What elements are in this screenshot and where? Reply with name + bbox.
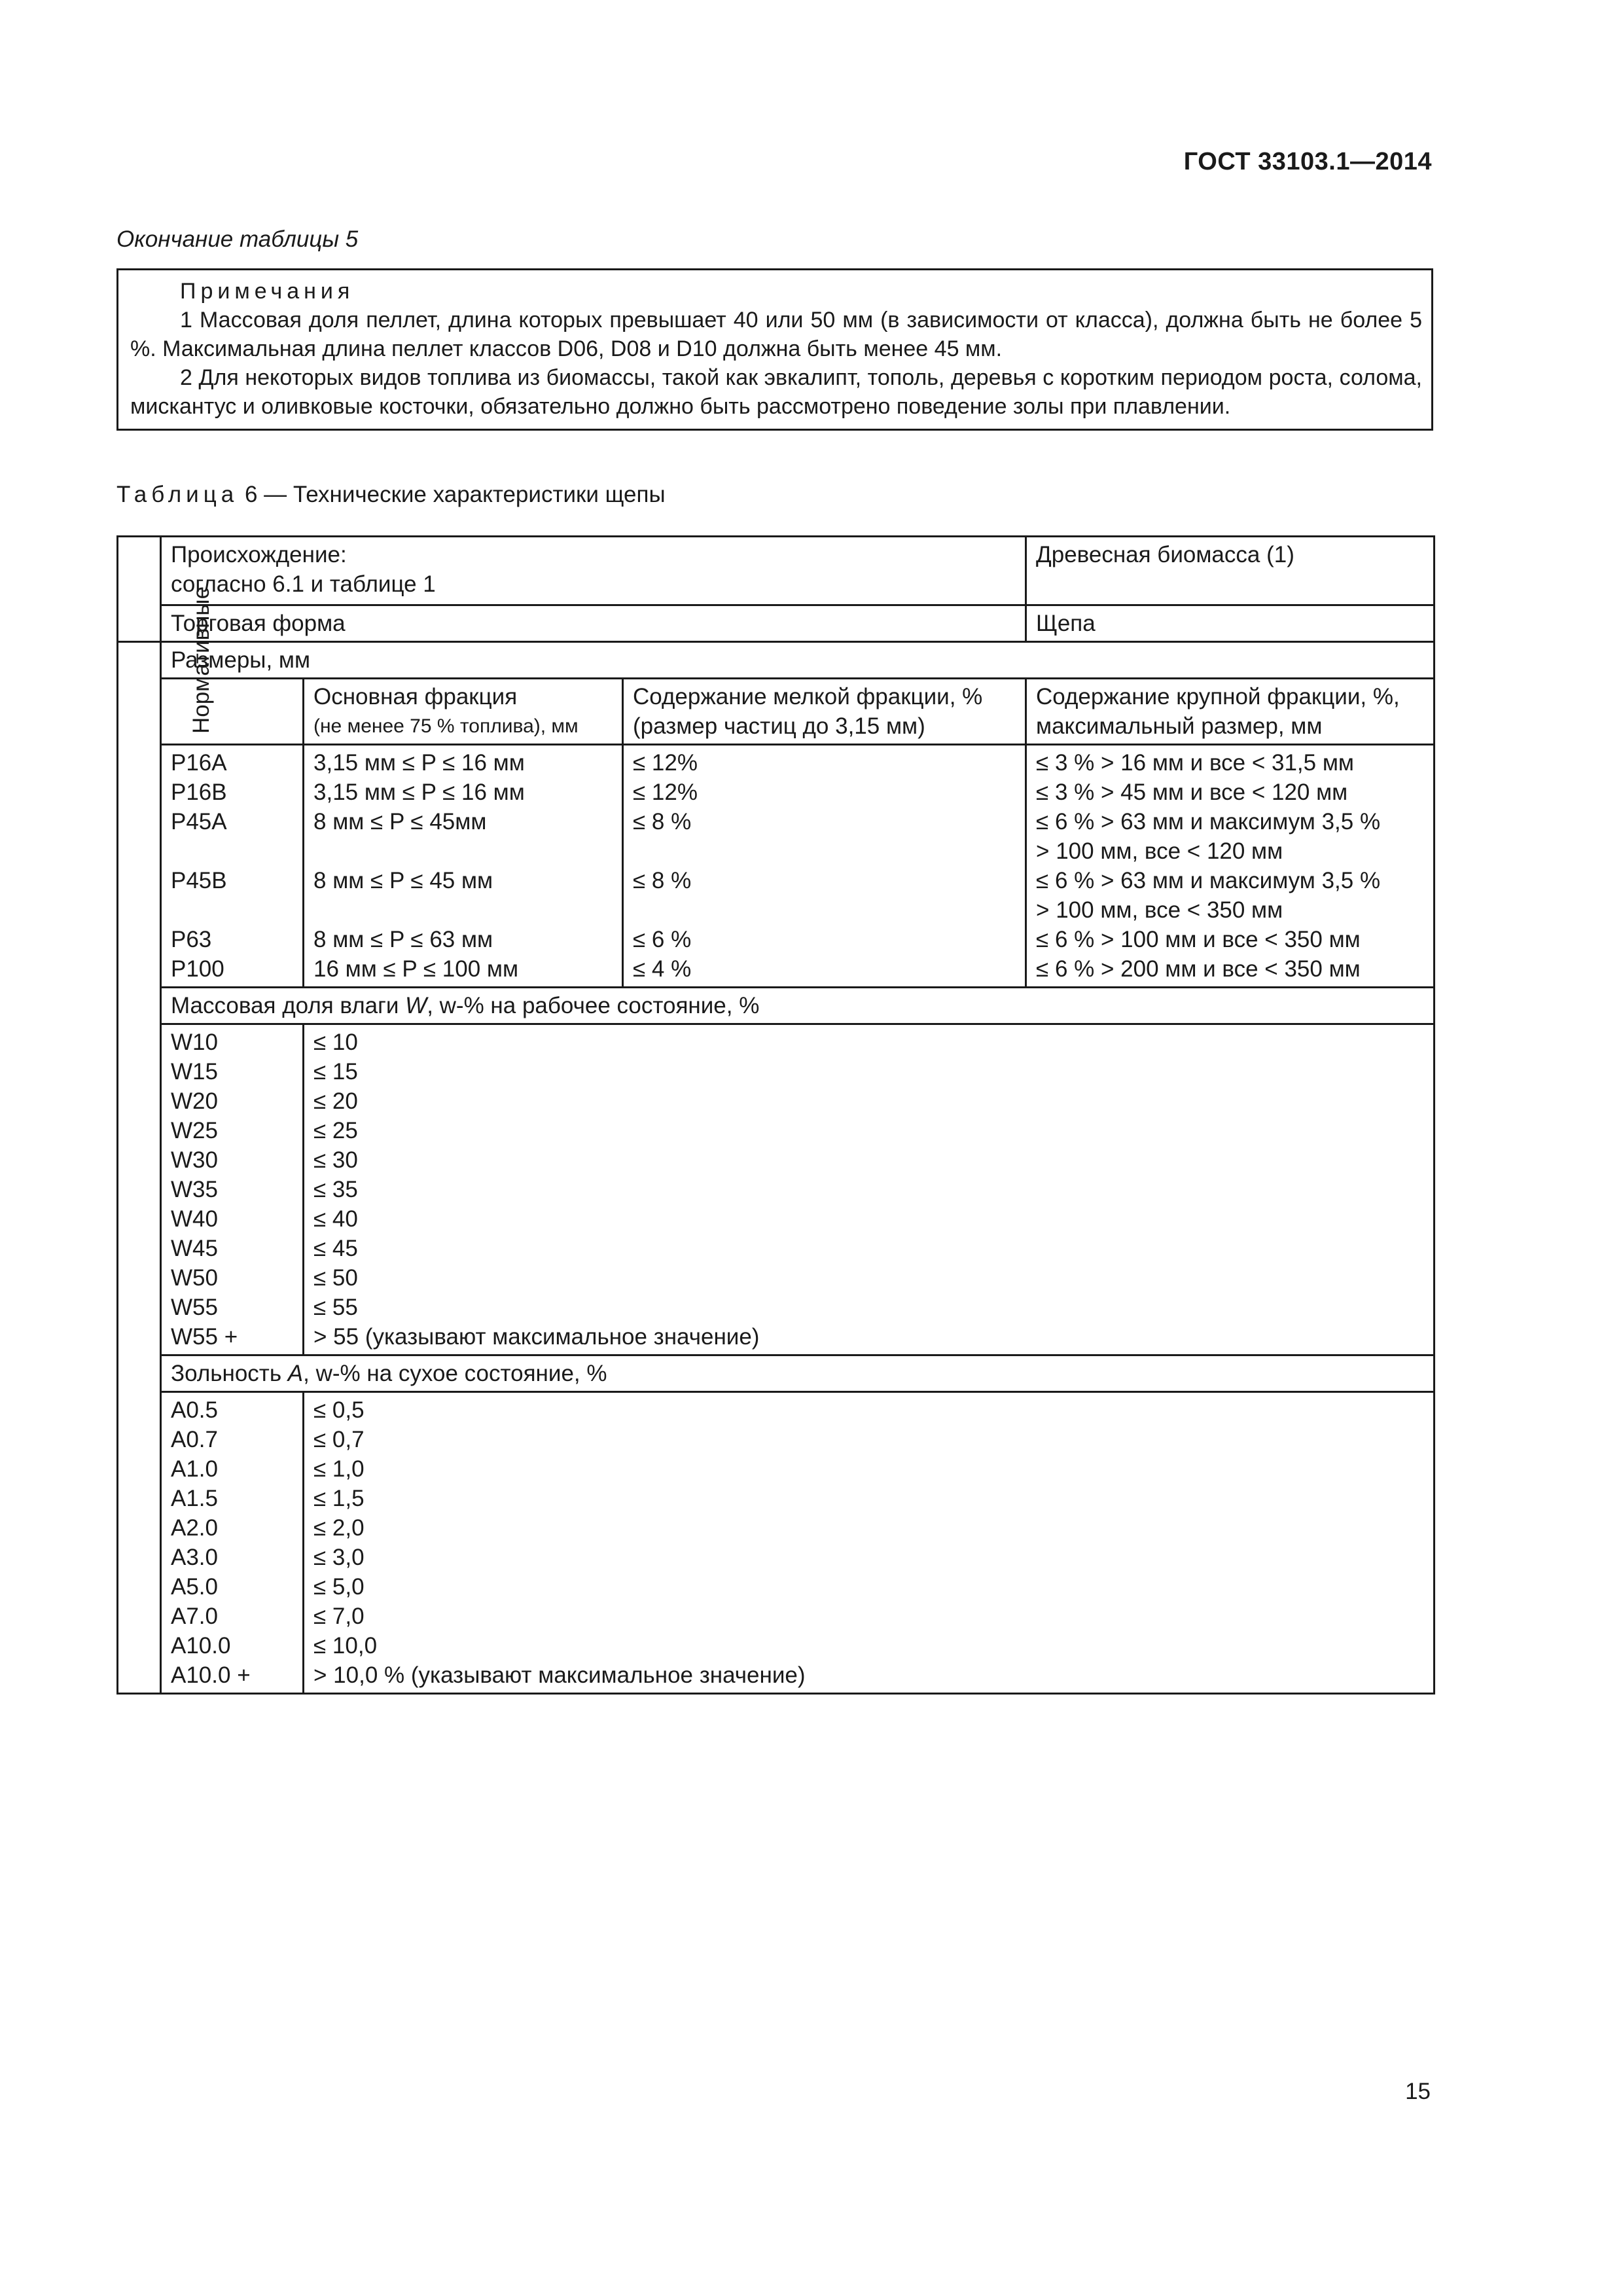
dimension-coarse-values [1026,745,1435,988]
moisture-value: > 55 (указывают максимальное значение) [313,1324,760,1350]
moisture-value: ≤ 20 [313,1088,358,1114]
moisture-class: W30 [171,1147,218,1173]
ash-title [161,1355,1435,1392]
table-caption [116,482,666,508]
moisture-value: ≤ 50 [313,1265,358,1291]
moisture-class: W15 [171,1059,218,1085]
ash-value: ≤ 1,0 [313,1456,365,1482]
ash-value: ≤ 1,5 [313,1486,365,1511]
ash-value: ≤ 2,0 [313,1515,365,1541]
moisture-value: ≤ 55 [313,1295,358,1320]
dim-coarse: ≤ 6 % > 200 мм и все < 350 мм [1036,956,1361,982]
table-row [118,1392,1435,1694]
dim-class: P63 [171,927,212,952]
col-fine-fraction-line1: Содержание мелкой фракции, % [633,684,983,709]
dimension-main-values [304,745,623,988]
col-coarse-fraction-line2: максимальный размер, мм [1036,713,1323,739]
dim-coarse: ≤ 3 % > 45 мм и все < 120 мм [1036,780,1348,805]
moisture-class: W50 [171,1265,218,1291]
dim-fine: ≤ 12% [633,780,698,805]
moisture-title-a: Массовая доля влаги [171,993,406,1018]
moisture-value: ≤ 10 [313,1030,358,1055]
blank-cell [161,679,304,745]
ash-value: ≤ 5,0 [313,1574,365,1600]
dim-class: P100 [171,956,224,982]
dim-main [313,836,613,866]
moisture-class: W10 [171,1030,218,1055]
table-caption-text: 6 — Технические характеристики щепы [244,482,666,507]
moisture-classes [161,1024,304,1355]
notes-heading: Примечания [180,279,355,304]
ash-value: ≤ 3,0 [313,1545,365,1570]
moisture-title-var: W [405,993,427,1018]
moisture-class: W55 [171,1295,218,1320]
moisture-value: ≤ 45 [313,1236,358,1261]
dim-class [171,895,293,925]
dim-main: 8 мм ≤ P ≤ 63 мм [313,927,493,952]
col-main-fraction [304,679,623,745]
dimensions-title: Размеры, мм [161,642,1435,679]
ash-class: A10.0 [171,1633,231,1659]
trade-form-label: Торговая форма [161,605,1026,642]
trade-form-value: Щепа [1026,605,1435,642]
specs-table [116,535,1435,1695]
col-fine-fraction-line2: (размер частиц до 3,15 мм) [633,713,925,739]
ash-class: A0.5 [171,1397,218,1423]
dim-fine: ≤ 6 % [633,927,692,952]
table-row [118,605,1435,642]
ash-class: A10.0 + [171,1662,251,1688]
table-row [118,988,1435,1024]
ash-class: A5.0 [171,1574,218,1600]
dim-main [313,895,613,925]
dim-fine [633,836,1016,866]
table-row [118,679,1435,745]
origin-value: Древесная биомасса (1) [1026,537,1435,605]
col-main-fraction-line1: Основная фракция [313,684,518,709]
dim-main: 3,15 мм ≤ P ≤ 16 мм [313,750,525,776]
origin-label-ref: согласно 6.1 и таблице 1 [171,571,436,597]
col-coarse-fraction [1026,679,1435,745]
dim-class [171,836,293,866]
dim-coarse: ≤ 6 % > 100 мм и все < 350 мм [1036,927,1361,952]
moisture-value: ≤ 35 [313,1177,358,1202]
dimension-classes [161,745,304,988]
moisture-value: ≤ 30 [313,1147,358,1173]
moisture-class: W40 [171,1206,218,1232]
dim-coarse: ≤ 3 % > 16 мм и все < 31,5 мм [1036,750,1354,776]
dim-fine [633,895,1016,925]
col-coarse-fraction-line1: Содержание крупной фракции, %, [1036,684,1400,709]
moisture-value: ≤ 40 [313,1206,358,1232]
ash-value: ≤ 7,0 [313,1604,365,1629]
moisture-class: W55 + [171,1324,238,1350]
moisture-value: ≤ 15 [313,1059,358,1085]
ash-class: A0.7 [171,1427,218,1452]
col-main-fraction-line2: (не менее 75 % топлива), мм [313,715,579,737]
ash-class: A1.5 [171,1486,218,1511]
moisture-class: W35 [171,1177,218,1202]
document-code: ГОСТ 33103.1—2014 [1183,148,1432,175]
dim-coarse: > 100 мм, все < 350 мм [1036,897,1283,923]
note-1: 1 Массовая доля пеллет, длина которых превышает 40 или 50 мм (в зависимости от класса), должна быть не более 5 %. Максимальная длина пеллет классов D06, D08 и D10 должна быть менее 45 мм. [130,308,1422,361]
moisture-value: ≤ 25 [313,1118,358,1143]
dim-coarse: ≤ 6 % > 63 мм и максимум 3,5 % [1036,868,1381,893]
dim-main: 8 мм ≤ P ≤ 45 мм [313,868,493,893]
continuation-caption: Окончание таблицы 5 [116,226,359,252]
table-row [118,642,1435,679]
table-row [118,745,1435,988]
ash-value: ≤ 0,5 [313,1397,365,1423]
moisture-title-b: , w-% на рабочее состояние, % [427,993,760,1018]
ash-value: > 10,0 % (указывают максимальное значение) [313,1662,806,1688]
moisture-class: W45 [171,1236,218,1261]
ash-class: A3.0 [171,1545,218,1570]
table-row [118,1024,1435,1355]
dim-coarse: > 100 мм, все < 120 мм [1036,838,1283,864]
dim-class: P16B [171,780,227,805]
origin-label-cell [161,537,1026,605]
dim-main: 3,15 мм ≤ P ≤ 16 мм [313,780,525,805]
origin-label: Происхождение: [171,542,347,567]
moisture-title [161,988,1435,1024]
ash-value: ≤ 0,7 [313,1427,365,1452]
ash-title-b: , w-% на сухое состояние, % [303,1361,607,1386]
ash-class: A1.0 [171,1456,218,1482]
dim-fine: ≤ 8 % [633,809,692,834]
ash-value: ≤ 10,0 [313,1633,378,1659]
ash-values [304,1392,1435,1694]
note-2: 2 Для некоторых видов топлива из биомассы, такой как эвкалипт, тополь, деревья с коротким периодом роста, солома, мискантус и оливковые косточки, обязательно должно быть рассмотрено поведение золы при плавлении. [130,365,1422,419]
page-number: 15 [1405,2079,1431,2104]
dim-fine: ≤ 8 % [633,868,692,893]
moisture-class: W25 [171,1118,218,1143]
dim-class: P16A [171,750,227,776]
dim-main: 8 мм ≤ P ≤ 45мм [313,809,487,834]
dim-class: P45A [171,809,227,834]
dim-fine: ≤ 4 % [633,956,692,982]
ash-class: A7.0 [171,1604,218,1629]
ash-title-a: Зольность [171,1361,288,1386]
table-caption-label: Таблица [116,482,239,507]
moisture-values [304,1024,1435,1355]
table-row [118,537,1435,605]
ash-classes [161,1392,304,1694]
notes-box [116,268,1433,431]
dim-main: 16 мм ≤ P ≤ 100 мм [313,956,519,982]
dim-coarse: ≤ 6 % > 63 мм и максимум 3,5 % [1036,809,1381,834]
table-row [118,1355,1435,1392]
col-fine-fraction [623,679,1026,745]
moisture-class: W20 [171,1088,218,1114]
blank-cell [118,537,161,642]
ash-title-var: A [287,1361,304,1386]
dim-class: P45B [171,868,227,893]
side-label: Нормативные [188,586,215,734]
ash-class: A2.0 [171,1515,218,1541]
dim-fine: ≤ 12% [633,750,698,776]
dimension-fine-values [623,745,1026,988]
